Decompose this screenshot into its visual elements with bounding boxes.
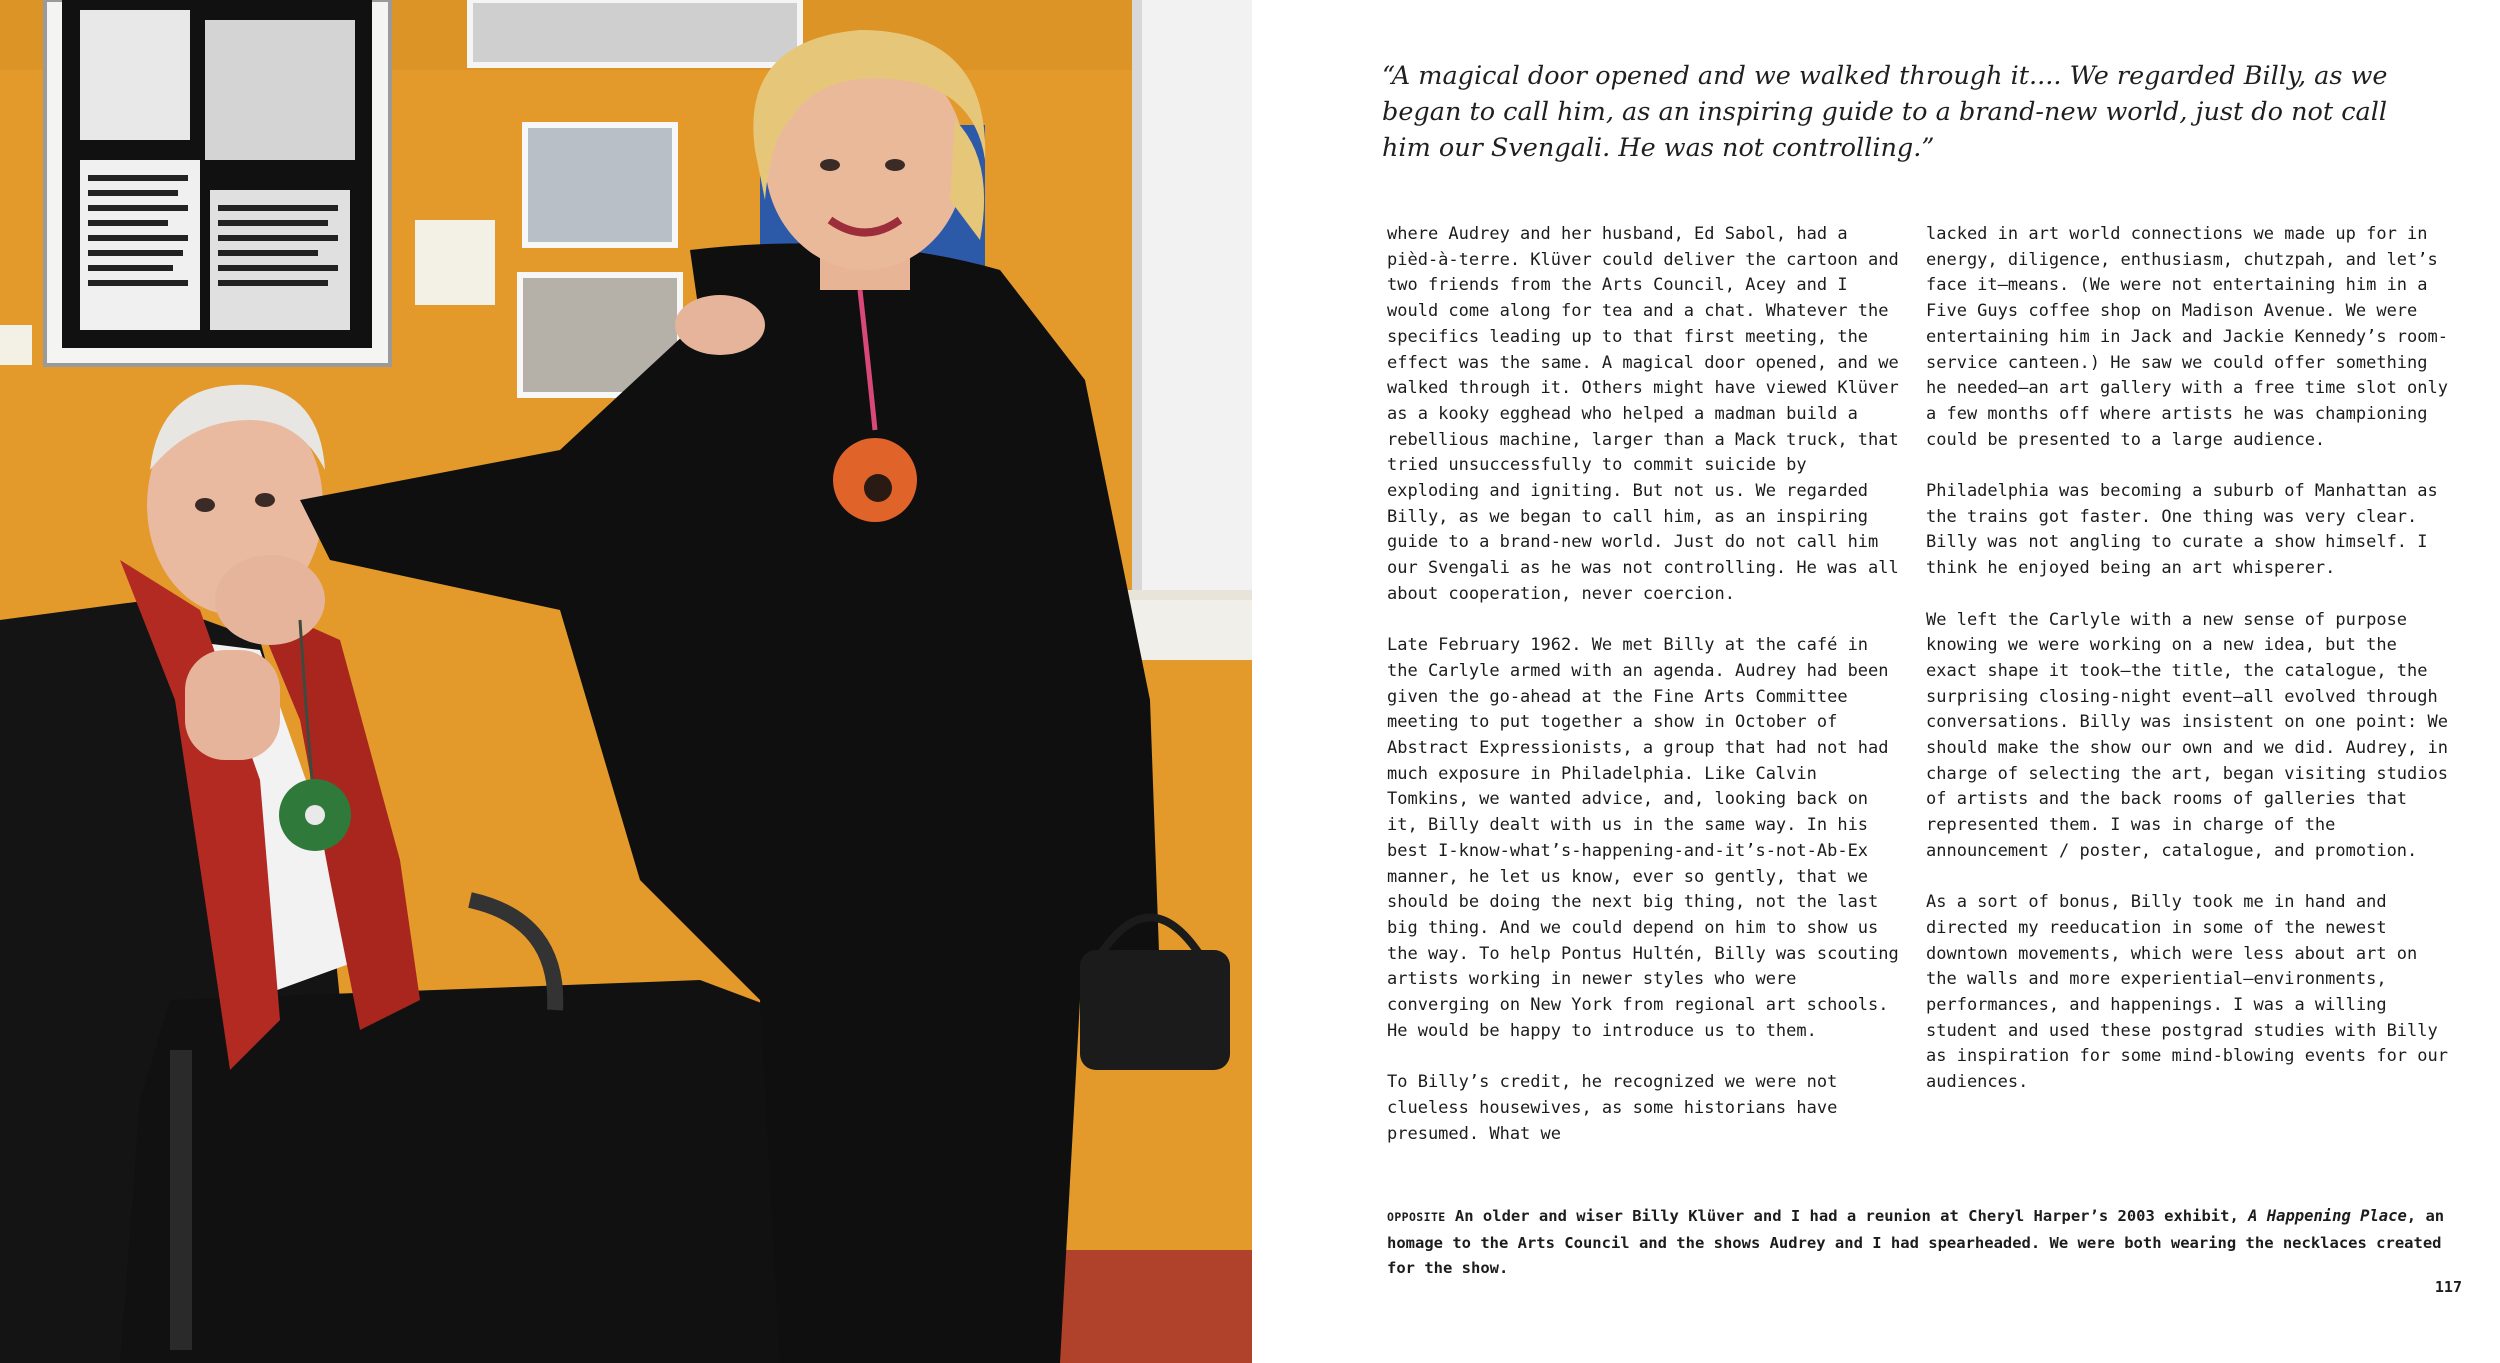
handbag: [1080, 950, 1230, 1070]
paragraph: Philadelphia was becoming a suburb of Manhattan as the trains got faster. One thing was very clear. Billy was not angling to curate a show himself. I think he enjoyed being an art whisperer.: [1926, 481, 2438, 579]
page-number: 117: [2434, 1278, 2462, 1296]
photo-caption: [1387, 1204, 2467, 1282]
pull-quote: “A magical door opened and we walked through it.... We regarded Billy, as we began to call him, as an inspiring guide to a brand-new world, just do not call him our Svengali. He was not controlling.”: [1382, 61, 2388, 163]
paragraph: Late February 1962. We met Billy at the café in the Carlyle armed with an agenda. Audrey had been given the go-ahead at the Fine Arts Committee meeting to put together a show in October of Abstract Expressionists, a group that had not had much exposure in Philadelphia. Like Calvin Tomkins, we wanted advice, and, looking back on it, Billy dealt with us in the same way. In his best I-know-what’s-happening-and-it’s-not-Ab-Ex manner, he let us know, ever so gently, that we should be doing the next big thing, not the last big thing. And we could depend on him to show us the way. To help Pontus Hultén, Billy was scouting artists working in newer styles who were converging on New York from regional art schools. He would be happy to introduce us to them.: [1387, 635, 1899, 1041]
body-column-left: [1387, 222, 1907, 1173]
wall-photo: [525, 125, 675, 245]
paragraph: where Audrey and her husband, Ed Sabol, had a pièd-à-terre. Klüver could deliver the cartoon and two friends from the Arts Council, Acey and I would come along for tea and a chat. Whatever the specifics leading up to that first meeting, the effect was the same. A magical door opened, and we walked through it. Others might have viewed Klüver as a kooky egghead who helped a madman build a rebellious machine, larger than a Mack truck, that tried unsuccessfully to commit suicide by exploding and igniting. But not us. We regarded Billy, as we began to call him, as an inspiring guide to a brand-new world. Just do not call him our Svengali as he was not controlling. He was all about cooperation, never coercion.: [1387, 224, 1899, 604]
wall-photo-top: [470, 0, 800, 65]
text-page: [1252, 0, 2500, 1363]
paragraph: lacked in art world connections we made up for in energy, diligence, enthusiasm, chutzpah, and let’s face it—means. (We were not entertaining him in a Five Guys coffee shop on Madison Avenue. We were entertaining him in Jack and Jackie Kennedy’s room-service canteen.) He saw we could offer something he needed—an art gallery with a free time slot only a few months off where artists he was championing could be presented to a large audience.: [1926, 224, 2448, 450]
caption-text-before: An older and wiser Billy Klüver and I had a reunion at Cheryl Harper’s 2003 exhibit,: [1445, 1207, 2249, 1225]
body-column-right: [1926, 222, 2456, 1122]
white-wall-section: [1140, 0, 1252, 600]
wall-label-card: [415, 220, 495, 305]
paragraph: To Billy’s credit, he recognized we were not clueless housewives, as some historians have presumed. What we: [1387, 1072, 1838, 1144]
caption-label: OPPOSITE: [1387, 1210, 1446, 1224]
paragraph: We left the Carlyle with a new sense of purpose knowing we were working on a new idea, but the exact shape it took—the title, the catalogue, the surprising closing-night event—all evolved through conversations. Billy was insistent on one point: We should make the show our own and we did. Audrey, in charge of selecting the art, began visiting studios of artists and the back rooms of galleries that represented them. I was in charge of the announcement / poster, catalogue, and promotion.: [1926, 609, 2448, 861]
caption-text-after: , an homage to the Arts Council and the shows Audrey and I had spearheaded. We were both wearing the necklaces created for the show.: [1387, 1207, 2445, 1277]
paragraph: As a sort of bonus, Billy took me in hand and directed my reeducation in some of the newest downtown movements, which were less about art on the walls and more experiential—environments, performances, and happenings. I was a willing student and used these postgrad studies with Billy as inspiration for some mind-blowing events for our audiences.: [1926, 892, 2448, 1093]
man-hand: [185, 650, 280, 760]
caption-exhibit-title: A Happening Place: [2248, 1207, 2407, 1225]
woman-hand: [675, 295, 765, 355]
